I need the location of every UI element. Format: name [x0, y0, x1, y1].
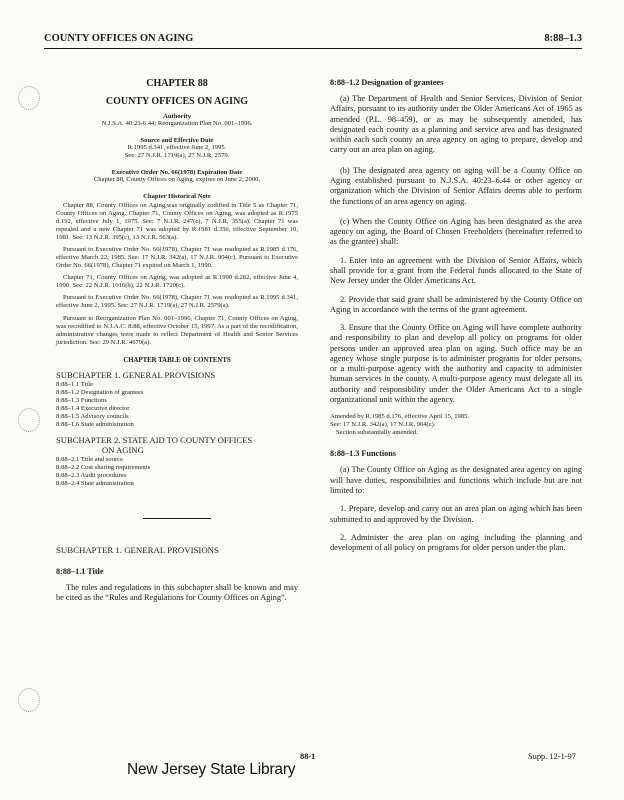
toc-item: 8:88–1.2 Designation of grantees — [56, 388, 144, 396]
authority-label: Authority — [163, 113, 191, 120]
amendment-note-line: Section substantially amended. — [336, 429, 418, 437]
page-number: 88-1 — [300, 752, 316, 761]
toc-item: 8:88–1.5 Advisory councils — [56, 412, 129, 420]
authority-text: N.J.S.A. 40:23-6.44; Reorganization Plan No. 001–1996. — [101, 120, 253, 127]
punch-hole-mark — [18, 688, 40, 712]
history-paragraph: Pursuant to Reorganization Plan No. 001–1996, Chapter 71, County Offices on Aging, was recodified to N.J.A.C. 8:88, effective October 15, 1997. As a part of the recodification, administrative changes were made to reflect Department of Health and Senior Services jurisdiction. See: 29 N.J.R. 4679(a). — [56, 314, 298, 346]
toc-item: 8:88–2.3 Audit procedures — [56, 471, 127, 479]
library-stamp: New Jersey State Library — [127, 761, 296, 778]
punch-hole-mark — [18, 86, 40, 110]
toc-subchapter-heading-line: ON AGING — [102, 444, 144, 455]
chapter-number: CHAPTER 88 — [146, 78, 208, 89]
amendment-note-line: Amended by R.1985 d.176, effective April 15, 1985. — [330, 413, 470, 421]
toc-item: 8:88–1.6 State administration — [56, 420, 134, 428]
source-line: R.1995 d.341, effective June 2, 1995. — [127, 144, 227, 152]
section-paragraph: 2. Provide that said grant shall be administered by the County Office on Aging in accordance with the terms of the grant agreement. — [330, 294, 582, 314]
expiration-text: Chapter 88, County Offices on Aging, expires on June 2, 2000. — [93, 176, 261, 184]
toc-subchapter-heading-line: SUBCHAPTER 2. STATE AID TO COUNTY OFFICES — [56, 434, 253, 445]
section-paragraph: 3. Ensure that the County Office on Aging will have complete authority and responsibility to plan and develop all policy on programs for older persons under an approved area plan on aging. Such office may be an agency whose single purpose is to administer programs for older persons, or a multi-purpose agency with the authority and capacity to administer human services in the county. A multi-purpose agency must delegate all its authority and responsibility under the Older Americans Act to a single organizational unit within the agency. — [330, 323, 582, 405]
toc-subchapter-heading: SUBCHAPTER 1. GENERAL PROVISIONS — [56, 369, 216, 380]
toc-item: 8:88–1.4 Executive director — [56, 404, 130, 412]
punch-hole-mark — [18, 408, 40, 432]
left-column — [56, 78, 298, 612]
toc-item: 8:88–1.3 Functions — [56, 396, 107, 404]
expiration-label: Executive Order No. 66(1978) Expiration Date — [111, 169, 243, 177]
history-paragraph: Chapter 88, County Offices on Aging,was originally codified in Title 5 as Chapter 71, County Offices on Aging. Chapter 71, County Offices on Aging, was adopted as R.1975 d.192, effective July 1, 1975. See: 7 N.J.R. 247(c), 7 N.J.R. 355(a). Chapter 71 was repealed and a new Chapter 71 was adopted by R.1981 d.356, effective September 10, 1981. See: 13 N.J.R. 395(c), 13 N.J.R. 563(a). — [56, 202, 298, 242]
header-title: COUNTY OFFICES ON AGING — [44, 33, 194, 44]
section-paragraph: (a) The Department of Health and Senior Services, Division of Senior Affairs, pursuant to its authority under the Older Americans Act of 1965 as amended (P.L. 98–459), or as may be subsequently amended, has designated each county as a planning and service area and has designated within each such county an area agency on aging to prepare, develop and carry out an area plan on aging. — [330, 94, 582, 155]
history-paragraph: Pursuant to Executive Order No. 66(1978), Chapter 71 was readopted as R.1985 d.176, effective March 22, 1985. See: 17 N.J.R. 342(a), 17 N.J.R. 904(c). Pursuant to Executive Order No. 66(1978), Chapter 71 expired on March 1, 1990. — [56, 246, 298, 270]
toc-item: 8:88–2.2 Cost sharing requirements — [56, 463, 151, 471]
toc-list — [56, 456, 298, 488]
toc-heading: CHAPTER TABLE OF CONTENTS — [123, 356, 231, 364]
section-paragraph: (c) When the County Office on Aging has been designated as the area agency on aging, the Board of Chosen Freeholders (hereinafter referred to as the grantee) shall: — [330, 216, 582, 247]
chapter-title: COUNTY OFFICES ON AGING — [105, 96, 249, 107]
section-divider — [143, 518, 211, 519]
section-paragraph: The rules and regulations in this subchapter shall be known and may be cited as the “Rules and Regulations for County Offices on Aging”. — [56, 582, 298, 603]
toc-item: 8:88–2.1 Title and source — [56, 455, 124, 463]
right-column — [330, 78, 582, 561]
header-section: 8:88–1.3 — [544, 33, 582, 44]
amendment-note — [330, 413, 582, 437]
toc-subchapter-heading — [56, 435, 298, 455]
history-paragraph: Chapter 71, County Offices on Aging, was adopted as R.1990 d.282, effective June 4, 1990. See: 22 N.J.R. 1016(b), 22 N.J.R. 1720(c). — [56, 274, 298, 290]
subchapter-heading: SUBCHAPTER 1. GENERAL PROVISIONS — [56, 544, 219, 555]
section-heading: 8:88–1.1 Title — [56, 566, 104, 576]
section-paragraph: 1. Prepare, develop and carry out an area plan on aging which has been submitted to and approved by the Division. — [330, 504, 582, 524]
section-paragraph: (a) The County Office on Aging as the designated area agency on aging will have duties, responsibilities and functions which include but are not limited to: — [330, 465, 582, 495]
supplement-date: Supp. 12-1-97 — [528, 752, 576, 761]
toc-list — [56, 381, 298, 429]
section-heading: 8:88–1.3 Functions — [330, 449, 396, 459]
source-line: See: 27 N.J.R. 1719(a), 27 N.J.R. 2579. — [124, 152, 230, 160]
toc-item: 8:88–1.1 Title — [56, 380, 94, 388]
section-paragraph: (b) The designated area agency on aging will be a County Office on Aging established pursuant to N.J.S.A. 40:23–6.44 or other agency or organization which the Division of Senior Affairs deems able to perform the functions of an area agency on aging. — [330, 165, 582, 206]
history-label: Chapter Historical Note — [143, 193, 211, 201]
toc-item: 8:88–2.4 State administration — [56, 479, 134, 487]
amendment-note-line: See: 17 N.J.R. 342(a), 17 N.J.R. 904(c). — [330, 421, 436, 429]
source-label: Source and Effective Date — [140, 137, 214, 145]
section-paragraph: 1. Enter into an agreement with the Division of Senior Affairs, which shall provide for a grant from the Federal funds allocated to the State of New Jersey under the Older Americans Act. — [330, 255, 582, 286]
history-paragraph: Pursuant to Executive Order No. 66(1978), Chapter 71 was readopted as R.1995 d.341, effective June 2, 1995. See: 27 N.J.R. 1719(a), 27 N.J.R. 2579(a). — [56, 294, 298, 310]
running-header — [44, 30, 582, 49]
section-paragraph: 2. Administer the area plan on aging including the planning and development of all policy on programs for older person under the plan. — [330, 532, 582, 553]
section-heading: 8:88–1.2 Designation of grantees — [330, 78, 444, 87]
